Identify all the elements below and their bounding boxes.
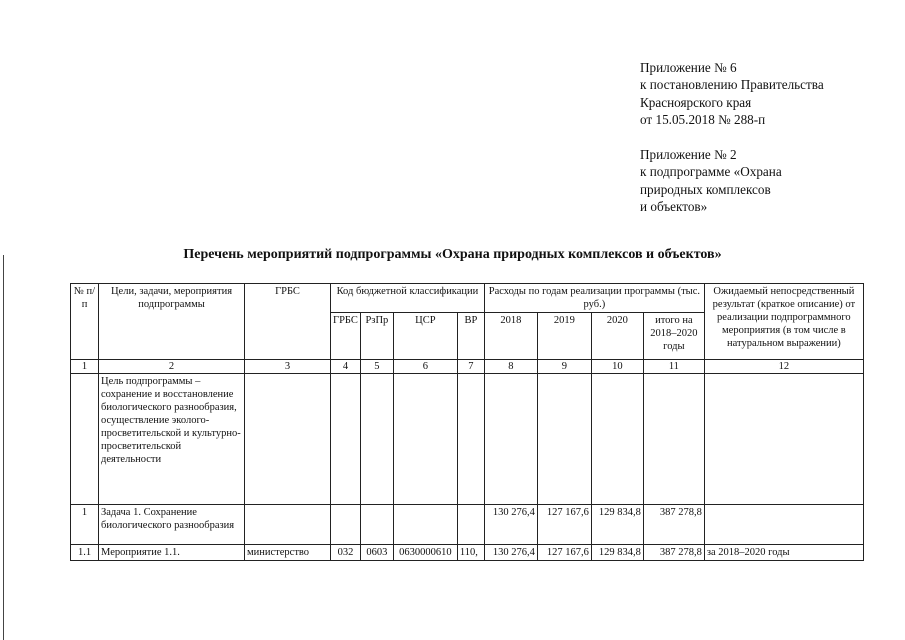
empty-cell <box>245 505 331 545</box>
measure-num: 1.1 <box>71 545 99 561</box>
appendix-6-line: Приложение № 6 <box>640 60 737 75</box>
empty-cell <box>457 374 484 505</box>
header-year-2019: 2019 <box>537 313 591 360</box>
empty-cell <box>331 374 361 505</box>
appendix-2-line: природных комплексов <box>640 181 771 197</box>
header-sub-csr: ЦСР <box>393 313 457 360</box>
appendix-6-block <box>640 59 824 129</box>
empty-cell <box>537 374 591 505</box>
empty-cell <box>360 505 393 545</box>
header-sub-vr: ВР <box>457 313 484 360</box>
header-expenses: Расходы по годам реализации программы (тыс. руб.) <box>484 284 704 313</box>
column-number: 4 <box>331 360 361 374</box>
measure-2019: 127 167,6 <box>537 545 591 561</box>
column-number: 1 <box>71 360 99 374</box>
column-number: 6 <box>393 360 457 374</box>
measure-2020: 129 834,8 <box>591 545 643 561</box>
empty-cell <box>245 374 331 505</box>
task-num: 1 <box>71 505 99 545</box>
task-2018: 130 276,4 <box>484 505 537 545</box>
empty-cell <box>393 505 457 545</box>
measure-row <box>71 545 864 561</box>
empty-cell <box>393 374 457 505</box>
empty-cell <box>704 505 863 545</box>
empty-cell <box>643 374 704 505</box>
appendix-6-line: Красноярского края <box>640 94 752 110</box>
header-grbs: ГРБС <box>245 284 331 360</box>
header-year-2018: 2018 <box>484 313 537 360</box>
goal-text: Цель подпрограммы – сохранение и восстановление биологического разнообразия, осуществление эколого-просветительской и культурно-просветительской деятельности <box>99 374 245 505</box>
appendix-2-line: Приложение № 2 <box>640 147 737 162</box>
header-total: итого на 2018–2020 годы <box>643 313 704 360</box>
column-number-row <box>71 360 864 374</box>
measure-2018: 130 276,4 <box>484 545 537 561</box>
column-number: 10 <box>591 360 643 374</box>
task-text: Задача 1. Сохранение биологического разнообразия <box>99 505 245 545</box>
column-number: 5 <box>360 360 393 374</box>
empty-cell <box>457 505 484 545</box>
header-goals: Цели, задачи, мероприятия подпрограммы <box>99 284 245 360</box>
header-budget-code: Код бюджетной классификации <box>331 284 485 313</box>
measure-csr: 0630000610 <box>393 545 457 561</box>
appendix-6-line: к постановлению Правительства <box>640 77 824 93</box>
page-edge-line <box>3 255 4 640</box>
column-number: 9 <box>537 360 591 374</box>
header-result: Ожидаемый непосредственный результат (краткое описание) от реализации подпрограммного мероприятия (в том числе в натуральном выражении) <box>704 284 863 360</box>
column-number: 3 <box>245 360 331 374</box>
appendix-2-line: к подпрограмме «Охрана <box>640 164 782 180</box>
measure-total: 387 278,8 <box>643 545 704 561</box>
measures-table <box>70 283 864 561</box>
header-sub-grbs: ГРБС <box>331 313 361 360</box>
appendix-2-block <box>640 146 782 216</box>
appendix-6-line: от 15.05.2018 № 288-п <box>640 112 766 128</box>
header-year-2020: 2020 <box>591 313 643 360</box>
column-number: 2 <box>99 360 245 374</box>
goal-num-cell <box>71 374 99 505</box>
measure-grbs: министерство <box>245 545 331 561</box>
measure-text: Мероприятие 1.1. <box>99 545 245 561</box>
document-title: Перечень мероприятий подпрограммы «Охрана природных комплексов и объектов» <box>183 247 722 262</box>
appendix-2-line: и объектов» <box>640 199 708 215</box>
header-row-1 <box>71 284 864 313</box>
task-2019: 127 167,6 <box>537 505 591 545</box>
header-num: № п/п <box>71 284 99 360</box>
empty-cell <box>331 505 361 545</box>
goal-row <box>71 374 864 505</box>
empty-cell <box>591 374 643 505</box>
measure-rzpr: 0603 <box>360 545 393 561</box>
task-2020: 129 834,8 <box>591 505 643 545</box>
measure-vr: 110, <box>457 545 484 561</box>
task-row <box>71 505 864 545</box>
measure-code-grbs: 032 <box>331 545 361 561</box>
empty-cell <box>704 374 863 505</box>
column-number: 8 <box>484 360 537 374</box>
column-number: 11 <box>643 360 704 374</box>
column-number: 7 <box>457 360 484 374</box>
empty-cell <box>484 374 537 505</box>
empty-cell <box>360 374 393 505</box>
header-sub-rzpr: РзПр <box>360 313 393 360</box>
column-number: 12 <box>704 360 863 374</box>
task-total: 387 278,8 <box>643 505 704 545</box>
measure-result: за 2018–2020 годы <box>704 545 863 561</box>
